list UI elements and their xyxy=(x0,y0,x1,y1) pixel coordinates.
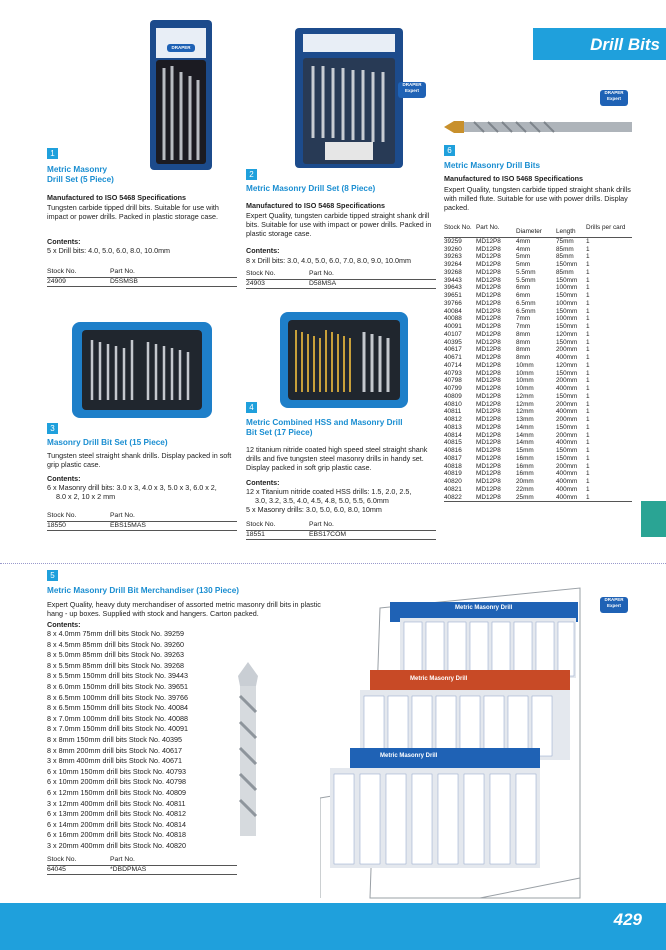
list-item: 6 x 10mm 150mm drill bits Stock No. 40793 xyxy=(47,766,187,776)
table-row xyxy=(444,354,632,362)
section-separator xyxy=(0,563,666,564)
table-cell: 20mm xyxy=(516,478,534,485)
table-cell: 1 xyxy=(586,361,590,369)
table-cell: 10mm xyxy=(516,385,534,392)
table-row xyxy=(444,377,632,385)
table-row xyxy=(444,470,632,478)
table-cell: MD12P8 xyxy=(476,478,501,485)
product-1-spec: Manufactured to ISO 5468 Specifications xyxy=(47,193,186,202)
table-cell: 1 xyxy=(586,392,590,400)
table-cell: 85mm xyxy=(556,253,574,261)
product-6-rows xyxy=(444,238,632,502)
product-3-contents: 6 x Masonry drill bits: 3.0 x 3, 4.0 x 3, 5.0 x 3, 6.0 x 2, 8.0 x 2, 10 x 2 mm xyxy=(47,483,217,501)
table-cell: 40819 xyxy=(444,470,462,478)
table-cell: 40793 xyxy=(444,369,462,377)
list-item: 3 x 20mm 400mm drill bits Stock No. 40820 xyxy=(47,840,187,850)
list-item: 8 x 5.5mm 150mm drill bits Stock No. 39443 xyxy=(47,671,189,681)
table-cell: 1 xyxy=(586,385,590,392)
masonry-drill-image xyxy=(228,662,268,842)
table-cell: 4mm xyxy=(516,245,531,253)
product-6-desc: Expert Quality, tungsten carbide tipped straight shank drills with milled flute. Suitable for use with power drills. Display packed. xyxy=(444,185,631,212)
table-cell: 100mm xyxy=(556,299,578,307)
table-cell: MD12P8 xyxy=(476,315,501,323)
list-item: 6 x 16mm 200mm drill bits Stock No. 40818 xyxy=(47,830,187,840)
brand-logo-1: DRAPER Expert xyxy=(398,82,426,98)
table-cell: 10mm xyxy=(516,361,534,369)
table-cell: 40821 xyxy=(444,485,462,493)
table-row xyxy=(444,315,632,323)
table-cell: 1 xyxy=(586,276,590,284)
product-5-title: Metric Masonry Drill Bit Merchandiser (130 Piece) xyxy=(47,586,240,595)
table-cell: 40810 xyxy=(444,400,462,408)
product-6-title: Metric Masonry Drill Bits xyxy=(444,161,540,170)
product-2-spec: Manufactured to ISO 5468 Specifications xyxy=(246,201,385,210)
list-item: 3 x 8mm 400mm drill bits Stock No. 40671 xyxy=(47,756,183,766)
table-cell: MD12P8 xyxy=(476,299,501,307)
table-cell: 40107 xyxy=(444,330,462,338)
merch-sign-low: Metric Masonry Drill xyxy=(380,753,438,759)
table-row xyxy=(444,486,632,494)
table-cell: 40815 xyxy=(444,439,462,447)
product-3-image xyxy=(72,320,212,420)
list-item: 8 x 4.0mm 75mm drill bits Stock No. 39259 xyxy=(47,629,185,638)
table-cell: 8mm xyxy=(516,346,531,354)
brand-logo-3: DRAPER Expert xyxy=(600,597,628,613)
table-cell: 150mm xyxy=(556,338,578,346)
table-cell: 200mm xyxy=(556,416,578,423)
product-1-contents-label: Contents: xyxy=(47,237,81,246)
product-1-title: Metric Masonry Drill Set (5 Piece) xyxy=(47,165,114,184)
table-cell: 16mm xyxy=(516,462,534,470)
table-cell: 75mm xyxy=(556,237,574,245)
table-cell: MD12P8 xyxy=(476,369,501,377)
product-3-desc: Tungsten steel straight shank drills. Display packed in soft grip plastic case. xyxy=(47,451,232,469)
table-cell: 1 xyxy=(586,292,590,299)
table-row xyxy=(444,323,632,331)
table-row xyxy=(444,416,632,424)
table-cell: 40812 xyxy=(444,416,462,423)
table-cell: 39268 xyxy=(444,268,462,276)
col-part: Part No. xyxy=(476,224,500,231)
table-cell: 1 xyxy=(586,454,590,462)
table-cell: 6mm xyxy=(516,284,531,292)
table-cell: 1 xyxy=(586,245,590,253)
table-row xyxy=(444,432,632,440)
table-cell: MD12P8 xyxy=(476,416,501,423)
table-row xyxy=(444,478,632,486)
table-cell: 40799 xyxy=(444,385,462,392)
table-cell: MD12P8 xyxy=(476,439,501,447)
list-item: 8 x 5.5mm 85mm drill bits Stock No. 39268 xyxy=(47,660,185,670)
table-cell: 400mm xyxy=(556,493,578,501)
table-cell: 5.5mm xyxy=(516,276,536,284)
table-row xyxy=(444,494,632,502)
table-row xyxy=(444,455,632,463)
table-cell: MD12P8 xyxy=(476,447,501,454)
product-5-contents-label: Contents: xyxy=(47,620,81,629)
table-row xyxy=(444,238,632,246)
table-row xyxy=(444,246,632,254)
table-cell: MD12P8 xyxy=(476,292,501,299)
product-1-number: 1 xyxy=(47,148,58,159)
table-cell: MD12P8 xyxy=(476,237,501,245)
product-6-spec: Manufactured to ISO 5468 Specifications xyxy=(444,174,583,183)
page-title: Drill Bits xyxy=(590,35,660,54)
col-stock: Stock No. xyxy=(444,224,472,231)
table-cell: 40822 xyxy=(444,493,462,501)
table-row xyxy=(444,300,632,308)
product-4-image xyxy=(280,312,408,408)
table-cell: 5mm xyxy=(516,261,531,268)
table-cell: 1 xyxy=(586,338,590,346)
table-cell: 39766 xyxy=(444,299,462,307)
table-cell: 400mm xyxy=(556,470,578,478)
brand-logo-2: DRAPER Expert xyxy=(600,90,628,106)
table-cell: 1 xyxy=(586,408,590,416)
table-cell: 39651 xyxy=(444,292,462,299)
merch-sign-mid: Metric Masonry Drill xyxy=(410,676,468,682)
table-cell: 4mm xyxy=(516,237,531,245)
table-row xyxy=(444,362,632,370)
table-cell: 1 xyxy=(586,307,590,315)
table-cell: 14mm xyxy=(516,423,534,431)
table-cell: 40714 xyxy=(444,361,462,369)
table-row xyxy=(444,331,632,339)
table-cell: MD12P8 xyxy=(476,408,501,416)
table-row xyxy=(444,277,632,285)
table-cell: 40088 xyxy=(444,315,462,323)
table-cell: 150mm xyxy=(556,292,578,299)
product-5-number: 5 xyxy=(47,570,58,581)
table-cell: 40816 xyxy=(444,447,462,454)
table-cell: 100mm xyxy=(556,315,578,323)
table-cell: 1 xyxy=(586,431,590,439)
table-cell: 40813 xyxy=(444,423,462,431)
table-cell: MD12P8 xyxy=(476,330,501,338)
table-cell: 40671 xyxy=(444,354,462,361)
table-cell: MD12P8 xyxy=(476,284,501,292)
table-cell: 1 xyxy=(586,439,590,447)
table-cell: 22mm xyxy=(516,485,534,493)
table-cell: 400mm xyxy=(556,385,578,392)
col-drills: Drills per card xyxy=(586,224,626,231)
list-item: 8 x 7.0mm 100mm drill bits Stock No. 40088 xyxy=(47,713,189,723)
table-cell: 1 xyxy=(586,268,590,276)
section-tab xyxy=(641,501,666,537)
table-cell: 1 xyxy=(586,485,590,493)
product-4-contents: 12 x Titanium nitride coated HSS drills: 1.5, 2.0, 2.5, 3.0, 3.2, 3.5, 4.0, 4.5, 4.8, 5.0, 5.5, 6.0mm 5 x Masonry drills: 3.0, 5.0, 6.0, 8.0, 10mm xyxy=(246,487,412,514)
table-cell: 1 xyxy=(586,447,590,454)
list-item: 6 x 13mm 200mm drill bits Stock No. 40812 xyxy=(47,809,187,819)
table-cell: 40617 xyxy=(444,346,462,354)
table-cell: 1 xyxy=(586,369,590,377)
product-3-title: Masonry Drill Bit Set (15 Piece) xyxy=(47,438,168,447)
product-6-number: 6 xyxy=(444,145,455,156)
table-row xyxy=(444,261,632,269)
table-row xyxy=(444,292,632,300)
table-cell: 1 xyxy=(586,377,590,385)
table-cell: 40811 xyxy=(444,408,462,416)
product-6-image xyxy=(444,118,634,136)
product-2-stock-table: Stock No. Part No. 24903 D58MSA xyxy=(246,270,436,289)
list-item: 6 x 10mm 200mm drill bits Stock No. 40798 xyxy=(47,777,187,787)
table-cell: MD12P8 xyxy=(476,361,501,369)
table-cell: 16mm xyxy=(516,470,534,478)
table-cell: 13mm xyxy=(516,416,534,423)
table-cell: 40809 xyxy=(444,392,462,400)
table-cell: 400mm xyxy=(556,354,578,361)
product-2-number: 2 xyxy=(246,169,257,180)
product-5-contents xyxy=(47,629,247,851)
table-cell: MD12P8 xyxy=(476,423,501,431)
product-2-contents: 8 x Drill bits: 3.0, 4.0, 5.0, 6.0, 7.0, 8.0, 9.0, 10.0mm xyxy=(246,256,411,265)
table-cell: 40820 xyxy=(444,478,462,485)
table-row xyxy=(444,463,632,471)
table-cell: 40817 xyxy=(444,454,462,462)
table-cell: 150mm xyxy=(556,261,578,268)
table-cell: 150mm xyxy=(556,392,578,400)
product-1-desc: Tungsten carbide tipped drill bits. Suitable for use with impact or power drills. Packed in plastic storage case. xyxy=(47,203,219,221)
table-cell: 150mm xyxy=(556,423,578,431)
product-4-contents-label: Contents: xyxy=(246,478,280,487)
list-item: 6 x 14mm 200mm drill bits Stock No. 40814 xyxy=(47,819,187,829)
table-cell: 120mm xyxy=(556,330,578,338)
table-cell: 40814 xyxy=(444,431,462,439)
table-cell: 6.5mm xyxy=(516,299,536,307)
table-cell: MD12P8 xyxy=(476,454,501,462)
table-cell: MD12P8 xyxy=(476,268,501,276)
table-cell: 1 xyxy=(586,237,590,245)
table-cell: MD12P8 xyxy=(476,276,501,284)
table-cell: 12mm xyxy=(516,392,534,400)
product-2-contents-label: Contents: xyxy=(246,246,280,255)
table-cell: 39643 xyxy=(444,284,462,292)
table-cell: 1 xyxy=(586,423,590,431)
table-cell: 400mm xyxy=(556,408,578,416)
product-1-contents: 5 x Drill bits: 4.0, 5.0, 6.0, 8.0, 10.0mm xyxy=(47,246,171,255)
table-cell: 1 xyxy=(586,330,590,338)
table-cell: 85mm xyxy=(556,245,574,253)
list-item: 8 x 8mm 150mm drill bits Stock No. 40395 xyxy=(47,734,183,744)
stock-value: 24909 xyxy=(47,278,66,285)
product-1-logo: DRAPER xyxy=(167,44,195,52)
table-cell: 1 xyxy=(586,253,590,261)
table-cell: 200mm xyxy=(556,431,578,439)
table-row xyxy=(444,339,632,347)
product-1-image xyxy=(150,20,212,170)
table-cell: MD12P8 xyxy=(476,354,501,361)
table-row xyxy=(444,447,632,455)
list-item: 8 x 8mm 200mm drill bits Stock No. 40617 xyxy=(47,745,183,755)
table-row xyxy=(444,269,632,277)
table-cell: 8mm xyxy=(516,354,531,361)
table-row xyxy=(444,408,632,416)
list-item: 8 x 6.5mm 100mm drill bits Stock No. 39766 xyxy=(47,692,189,702)
table-row xyxy=(444,401,632,409)
table-cell: MD12P8 xyxy=(476,261,501,268)
table-cell: MD12P8 xyxy=(476,323,501,330)
table-cell: 200mm xyxy=(556,400,578,408)
table-cell: 14mm xyxy=(516,439,534,447)
table-cell: MD12P8 xyxy=(476,377,501,385)
table-cell: 12mm xyxy=(516,408,534,416)
table-cell: MD12P8 xyxy=(476,431,501,439)
table-cell: 1 xyxy=(586,354,590,361)
table-cell: 16mm xyxy=(516,454,534,462)
table-cell: MD12P8 xyxy=(476,253,501,261)
table-cell: 39264 xyxy=(444,261,462,268)
footer-band xyxy=(0,903,666,950)
table-cell: 200mm xyxy=(556,346,578,354)
merch-sign-top: Metric Masonry Drill xyxy=(455,605,513,611)
table-row xyxy=(444,424,632,432)
product-5-stock-table: Stock No. Part No. 64045 *DBDPMAS xyxy=(47,856,237,875)
table-cell: 200mm xyxy=(556,462,578,470)
table-row xyxy=(444,439,632,447)
table-cell: MD12P8 xyxy=(476,245,501,253)
table-cell: 150mm xyxy=(556,307,578,315)
table-cell: 40818 xyxy=(444,462,462,470)
table-cell: MD12P8 xyxy=(476,338,501,346)
table-cell: MD12P8 xyxy=(476,462,501,470)
list-item: 8 x 5.0mm 85mm drill bits Stock No. 39263 xyxy=(47,650,185,660)
table-cell: 120mm xyxy=(556,361,578,369)
table-cell: 40084 xyxy=(444,307,462,315)
table-cell: 5.5mm xyxy=(516,268,536,276)
list-item: 8 x 6.5mm 150mm drill bits Stock No. 40084 xyxy=(47,703,189,713)
table-cell: MD12P8 xyxy=(476,392,501,400)
col-diameter: Diameter xyxy=(516,228,542,235)
table-cell: 200mm xyxy=(556,377,578,385)
product-3-contents-label: Contents: xyxy=(47,474,81,483)
list-item: 8 x 4.5mm 85mm drill bits Stock No. 39260 xyxy=(47,639,185,649)
table-cell: 39259 xyxy=(444,237,462,245)
part-value: D5SMSB xyxy=(110,278,138,285)
table-cell: MD12P8 xyxy=(476,470,501,478)
table-cell: 6.5mm xyxy=(516,307,536,315)
table-cell: 7mm xyxy=(516,315,531,323)
table-cell: 1 xyxy=(586,416,590,423)
table-cell: 6mm xyxy=(516,292,531,299)
table-cell: 12mm xyxy=(516,400,534,408)
table-row xyxy=(444,284,632,292)
table-row xyxy=(444,253,632,261)
table-cell: 40395 xyxy=(444,338,462,346)
table-cell: 1 xyxy=(586,493,590,501)
table-cell: 8mm xyxy=(516,338,531,346)
table-cell: 7mm xyxy=(516,323,531,330)
list-item: 6 x 12mm 150mm drill bits Stock No. 40809 xyxy=(47,787,187,797)
table-cell: 1 xyxy=(586,478,590,485)
table-cell: 1 xyxy=(586,470,590,478)
table-cell: 400mm xyxy=(556,478,578,485)
product-5-desc: Expert Quality, heavy duty merchandiser of assorted metric masonry drill bits in plastic hang - up boxes. Supplied with stock and hangers. Carton packed. xyxy=(47,600,321,618)
table-cell: 1 xyxy=(586,346,590,354)
table-row xyxy=(444,346,632,354)
table-cell: 150mm xyxy=(556,323,578,330)
table-cell: MD12P8 xyxy=(476,307,501,315)
product-4-title: Metric Combined HSS and Masonry Drill Bit Set (17 Piece) xyxy=(246,418,403,437)
table-cell: 150mm xyxy=(556,447,578,454)
product-2-image xyxy=(295,28,403,168)
table-cell: 150mm xyxy=(556,276,578,284)
table-row xyxy=(444,370,632,378)
table-cell: MD12P8 xyxy=(476,400,501,408)
product-3-stock-table: Stock No. Part No. 18550 EBS15MAS xyxy=(47,512,237,531)
table-cell: 85mm xyxy=(556,268,574,276)
product-4-stock-table: Stock No. Part No. 18551 EBS17COM xyxy=(246,521,436,540)
table-cell: 15mm xyxy=(516,447,534,454)
table-cell: 39263 xyxy=(444,253,462,261)
table-cell: MD12P8 xyxy=(476,485,501,493)
table-cell: 1 xyxy=(586,323,590,330)
product-6-table xyxy=(444,224,632,502)
list-item: 8 x 7.0mm 150mm drill bits Stock No. 40091 xyxy=(47,724,189,734)
table-row xyxy=(444,393,632,401)
table-cell: 39443 xyxy=(444,276,462,284)
table-cell: 39260 xyxy=(444,245,462,253)
table-row xyxy=(444,308,632,316)
table-cell: 8mm xyxy=(516,330,531,338)
table-cell: 40798 xyxy=(444,377,462,385)
col-length: Length xyxy=(556,228,576,235)
table-cell: MD12P8 xyxy=(476,346,501,354)
part-header: Part No. xyxy=(110,268,135,275)
table-cell: MD12P8 xyxy=(476,385,501,392)
table-cell: 100mm xyxy=(556,284,578,292)
table-cell: 1 xyxy=(586,462,590,470)
product-1-stock-table xyxy=(47,268,237,287)
product-2-desc: Expert Quality, tungsten carbide tipped straight shank drill bits. Suitable for use with impact or power drills. Packed in plastic storage case. xyxy=(246,211,432,238)
table-cell: 400mm xyxy=(556,439,578,447)
product-3-number: 3 xyxy=(47,423,58,434)
list-item: 3 x 12mm 400mm drill bits Stock No. 40811 xyxy=(47,798,186,808)
table-cell: 1 xyxy=(586,400,590,408)
table-cell: 1 xyxy=(586,261,590,268)
product-4-number: 4 xyxy=(246,402,257,413)
table-cell: 1 xyxy=(586,315,590,323)
table-cell: 14mm xyxy=(516,431,534,439)
table-cell: 400mm xyxy=(556,485,578,493)
table-cell: 150mm xyxy=(556,369,578,377)
table-cell: 5mm xyxy=(516,253,531,261)
table-cell: 10mm xyxy=(516,377,534,385)
product-4-desc: 12 titanium nitride coated high speed steel straight shank drills and five tungsten steel masonry drills in handy set. Display packed in soft grip plastic case. xyxy=(246,445,428,472)
table-cell: MD12P8 xyxy=(476,493,501,501)
table-cell: 150mm xyxy=(556,454,578,462)
table-cell: 1 xyxy=(586,299,590,307)
table-cell: 10mm xyxy=(516,369,534,377)
table-cell: 40091 xyxy=(444,323,462,330)
table-row xyxy=(444,385,632,393)
merchandiser-image xyxy=(320,578,595,903)
stock-header: Stock No. xyxy=(47,268,77,275)
list-item: 8 x 6.0mm 150mm drill bits Stock No. 39651 xyxy=(47,681,189,691)
table-cell: 1 xyxy=(586,284,590,292)
table-cell: 25mm xyxy=(516,493,534,501)
product-2-title: Metric Masonry Drill Set (8 Piece) xyxy=(246,184,376,193)
page-number: 429 xyxy=(613,910,642,929)
